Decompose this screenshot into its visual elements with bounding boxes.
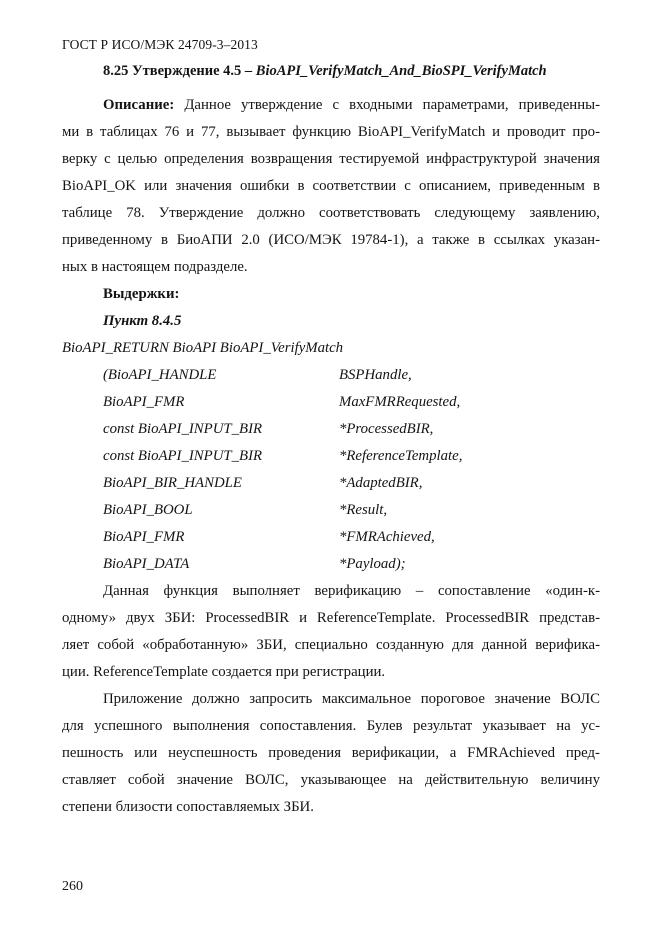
param-name: MaxFMRRequested, (339, 394, 461, 410)
paragraph-2-line: степени близости сопоставляемых ЗБИ. (62, 799, 314, 815)
param-type: const BioAPI_INPUT_BIR (103, 448, 263, 464)
param-type: BioAPI_FMR (103, 529, 185, 545)
paragraph-1-line: одному» двух ЗБИ: ProcessedBIR и ReferenceTemplate. ProcessedBIR представ- (62, 610, 600, 626)
description-line-1 (103, 95, 600, 115)
param-type: BioAPI_FMR (103, 394, 185, 410)
param-type: BioAPI_DATA (103, 556, 190, 572)
param-type: const BioAPI_INPUT_BIR (103, 421, 263, 437)
description-line-4: BioAPI_OK или значения ошибки в соответствии с описанием, приведенным в (62, 178, 600, 194)
section-title-prefix: 8.25 Утверждение 4.5 – (103, 63, 256, 79)
section-title (103, 63, 547, 80)
param-name: *AdaptedBIR, (339, 475, 423, 491)
description-line-6: приведенному в БиоАПИ 2.0 (ИСО/МЭК 19784-1), а также в ссылках указан- (62, 232, 600, 248)
param-type: (BioAPI_HANDLE (103, 367, 217, 383)
paragraph-1-line: ляет собой «обработанную» ЗБИ, специально созданную для данной верифика- (62, 637, 600, 653)
function-signature: BioAPI_RETURN BioAPI BioAPI_VerifyMatch (62, 340, 344, 356)
clause-label: Пункт 8.4.5 (103, 313, 182, 329)
description-line-2: ми в таблицах 76 и 77, вызывает функцию BioAPI_VerifyMatch и проводит про- (62, 124, 600, 140)
param-name: *ReferenceTemplate, (339, 448, 463, 464)
paragraph-2-line: ставляет собой значение ВОЛС, указывающее на действительную величину (62, 772, 600, 788)
param-name: *FMRAchieved, (339, 529, 435, 545)
param-name: *Result, (339, 502, 388, 518)
param-name: BSPHandle, (339, 367, 412, 383)
paragraph-2-line: пешность или неуспешность проведения верификации, а FMRAchieved пред- (62, 745, 600, 761)
paragraph-2-line: Приложение должно запросить максимальное пороговое значение ВОЛС (103, 691, 600, 707)
paragraph-1-line: Данная функция выполняет верификацию – сопоставление «один-к- (103, 583, 600, 599)
param-type: BioAPI_BIR_HANDLE (103, 475, 242, 491)
param-name: *Payload); (339, 556, 406, 572)
excerpts-label: Выдержки: (103, 286, 180, 302)
description-first-line: Данное утверждение с входными параметрами, приведенны- (174, 97, 600, 113)
paragraph-2-line: для успешного выполнения сопоставления. Булев результат указывает на ус- (62, 718, 600, 734)
param-name: *ProcessedBIR, (339, 421, 434, 437)
description-line-3: верку с целью определения возвращения тестируемой инфраструктурой значения (62, 151, 600, 167)
paragraph-1-line: ции. ReferenceTemplate создается при регистрации. (62, 664, 386, 680)
description-label: Описание: (103, 97, 175, 113)
section-title-api: BioAPI_VerifyMatch_And_BioSPI_VerifyMatch (255, 63, 547, 79)
document-header: ГОСТ Р ИСО/МЭК 24709-3–2013 (62, 37, 258, 52)
page-number: 260 (62, 879, 83, 894)
description-line-5: таблице 78. Утверждение должно соответствовать следующему заявлению, (62, 205, 600, 221)
param-type: BioAPI_BOOL (103, 502, 193, 518)
description-line-7: ных в настоящем подразделе. (62, 259, 248, 275)
